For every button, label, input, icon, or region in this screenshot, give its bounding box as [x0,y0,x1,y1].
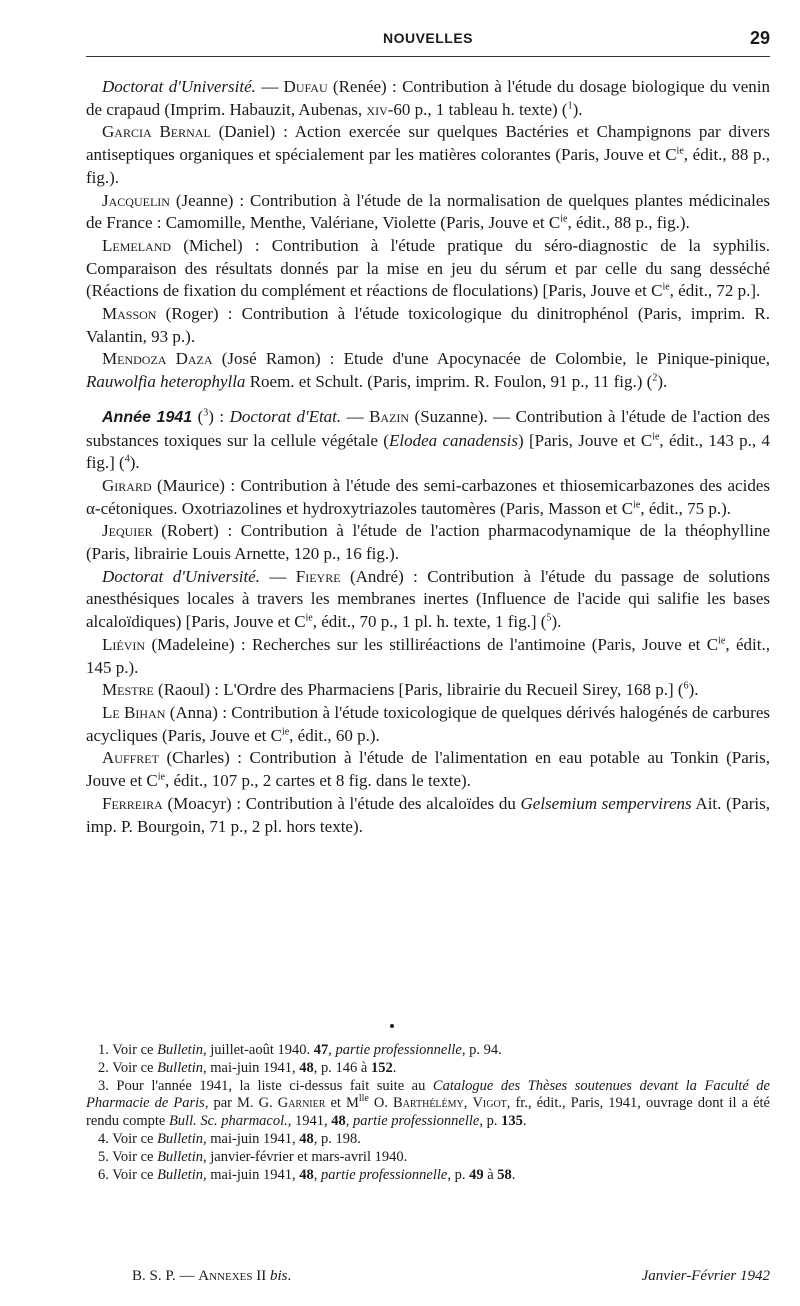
superscript: ie [676,145,684,157]
entry-garcia-bernal [86,121,770,189]
entry-year-1941-bazin [86,406,770,475]
footnote-text: , [313,1166,322,1183]
footnote-5 [86,1149,770,1167]
superscript: ie [718,635,726,647]
journal-name: Bulletin [157,1059,203,1076]
author-name: Lemeland [102,235,172,255]
footnote-text: , p. [479,1113,502,1130]
volume-number: 48 [299,1166,314,1183]
footnote-ref: 5 [546,612,552,624]
footnote-text: , p. 198. [313,1130,361,1147]
footnote-number: 6. [98,1166,109,1183]
author-name: Mestre [102,680,154,700]
footnote-text: Voir ce [108,1059,158,1076]
year-heading: Année 1941 [102,408,193,426]
footnote-text: à [483,1166,498,1183]
entry-lievin [86,634,770,679]
footnote-number: 3. [98,1077,109,1094]
running-title: NOUVELLES [382,30,474,46]
entry-text: (André) : Contribution à l'étude du passage de solutions anesthésiques locales à travers les membranes inertes (Influence de l'acide qui salifie les bases alcaloïdiques) [Paris, Jouve et C [86,566,770,632]
footnote-text: , fr., édit., Paris, 1941, ouvrage dont il a été rendu compte [86,1095,770,1130]
footnote-text: , mai-juin 1941, [203,1166,300,1183]
footer-bis: bis [270,1268,288,1284]
species-name: Elodea canadensis [388,430,519,450]
roman-pages: xiv [366,99,388,119]
superscript: ie [652,430,660,442]
footnote-text: , par M. G. [204,1095,278,1112]
entry-lead: Doctorat d'Université. [102,77,256,96]
species-name: Rauwolfia heterophylla [86,372,246,392]
author-name: Garcia Bernal [102,122,211,142]
author-name: Fieyre [295,566,341,586]
entry-text: , édit., 75 p.). [640,498,731,518]
entry-girard [86,475,770,520]
entry-text: (Suzanne). — Contribution à l'étude de l'action des substances toxiques sur la cellule végétale ( [86,406,770,450]
entry-text: Ait. (Paris, imp. P. Bourgoin, 71 p., 2 pl. hors texte). [86,793,770,836]
footer-text: B. S. P. — [132,1268,199,1284]
section-name: partie professionnelle [353,1113,480,1130]
author-name: Auffret [102,748,159,768]
page-number: 29 [749,28,770,48]
entry-text: ). [657,372,668,392]
entry-mendoza-daza [86,348,770,393]
footnote-text: , 1941, [287,1113,332,1130]
footnote-text: . [392,1059,397,1076]
footnote-text: , mai-juin 1941, [203,1130,300,1147]
entry-text: (Raoul) : L'Ordre des Pharmaciens [Paris, librairie du Recueil Sirey, 168 p.] ( [153,680,684,700]
footnote-number: 2. [98,1059,109,1076]
entry-lead: Doctorat d'Université. [102,566,260,586]
entry-text: (Anna) : Contribution à l'étude toxicologique de quelques dérivés halogénés de carbures acycliques (Paris, Jouve et C [86,702,770,745]
footnote-text: , [328,1042,336,1058]
author-name: Mendoza Daza [102,349,213,369]
footnote-text: Voir ce [108,1148,158,1165]
footnote-text: Voir ce [108,1042,158,1058]
section-name: partie professionnelle [335,1042,462,1058]
superscript: ie [633,499,641,510]
entry-text: ). [551,612,562,632]
footnote-text: , [463,1095,473,1112]
entry-text: , édit., 72 p.]. [669,281,761,301]
author-name: Le Bihan [102,702,166,722]
journal-name: Bull. Sc. pharmacol. [168,1113,288,1130]
entry-text: (José Ramon) : Etude d'une Apocynacée de Colombie, le Pinique-pinique, [212,349,770,369]
entry-fieyre [86,566,770,634]
entry-mestre [86,679,770,702]
footnote-2 [86,1060,770,1078]
entry-text: (Jeanne) : Contribution à l'étude de la normalisation de quelques plantes médicinales de France : Camomille, Menthe, Valériane, Violette (Paris, Jouve et C [86,190,770,233]
entry-jacquelin [86,190,770,235]
entry-text: , édit., 145 p.). [86,634,770,677]
superscript: ie [281,726,290,738]
entry-text: , édit., 88 p., fig.). [567,213,690,233]
entry-text: ). [688,680,699,700]
entry-lead: Doctorat d'Etat. [229,406,342,426]
footnote-ref: 3 [203,407,209,419]
journal-name: Bulletin [157,1042,203,1058]
entry-text: , édit., 88 p., fig.). [86,145,770,187]
entry-text: (Charles) : Contribution à l'étude de l'alimentation en eau potable au Tonkin (Paris, Jouve et C [86,748,770,791]
main-text [86,76,770,838]
footnote-number: 1. [98,1042,109,1058]
superscript: ie [305,612,313,624]
footnotes [86,1042,770,1184]
author-name: Jacquelin [102,190,170,210]
journal-name: Bulletin [157,1166,203,1183]
footnote-ref: 1 [567,100,573,112]
entry-text: ). [572,99,583,119]
footnote-6 [86,1167,770,1185]
entry-ferreira [86,793,770,838]
entry-text: (Michel) : Contribution à l'étude pratique du séro-diagnostic de la syphilis. Comparaison des résultats donnés par la mise en jeu du sérum et par celle du sang desséché (Réactions de fixation du complément et réactions de floculations) [Paris, Jouve et C [86,235,770,301]
footer-text: . [287,1268,292,1284]
superscript: ie [157,771,165,783]
footnote-text: , p. 146 à [313,1059,371,1076]
footnote-text: , juillet-août 1940. [203,1042,314,1058]
entry-text: ) : [208,406,230,426]
journal-name: Bulletin [157,1148,203,1165]
page-number-bold: 49 [469,1166,484,1183]
volume-number: 48 [331,1113,346,1130]
footnote-4 [86,1131,770,1149]
superscript: ie [662,281,670,293]
entry-text: (Daniel) : Action exercée sur quelques Bactéries et Champignons par divers antiseptiques organiques et spécialement par les matières colorantes (Paris, Jouve et C [86,122,771,165]
entry-text: (Moacyr) : Contribution à l'étude des alcaloïdes du [162,793,521,813]
footnote-text: O. [368,1095,394,1112]
page-number-bold: 58 [497,1166,512,1183]
footnote-number: 4. [98,1130,109,1147]
entry-text: ) [Paris, Jouve et C [518,430,653,450]
dash: — [341,406,370,426]
footnote-number: 5. [98,1148,109,1165]
entry-text: , édit., 143 p., 4 fig.] ( [86,430,771,473]
author-name: Barthélémy [393,1095,464,1112]
entry-text: , édit., 70 p., 1 pl. h. texte, 1 fig.] ( [312,612,547,632]
footer-date: Janvier-Février 1942 [641,1268,770,1284]
entry-masson [86,303,770,348]
entry-text: , édit., 60 p.). [289,725,380,745]
author-name: Garnier [277,1095,326,1112]
species-name: Gelsemium sempervirens [520,793,692,813]
footnote-separator-dot [390,1024,394,1028]
entry-text: (Robert) : Contribution à l'étude de l'action pharmacodynamique de la théophylline (Paris, librairie Louis Arnette, 120 p., 16 fig.). [86,521,770,564]
page-footer [86,1268,770,1290]
volume-number: 48 [299,1130,314,1147]
author-name: Liévin [102,634,146,654]
entry-text: (Maurice) : Contribution à l'étude des semi-carbazones et thiosemicarbazones des acides α-cétoniques. Oxotriazolines et hydroxytriazoles tautomères (Paris, Masson et C [86,475,770,518]
footnote-text: , janvier-février et mars-avril 1940. [203,1148,408,1165]
footnote-text: Voir ce [108,1166,158,1183]
author-name: Dufau [283,77,328,96]
entry-text: -60 p., 1 tableau h. texte) ( [387,99,568,119]
journal-name: Bulletin [157,1130,203,1147]
entry-text: (Roger) : Contribution à l'étude toxicologique du dinitrophénol (Paris, imprim. R. Valantin, 93 p.). [86,304,770,346]
superscript: ie [560,213,568,225]
footnote-text: , p. 94. [461,1042,502,1058]
entry-jequier [86,520,770,565]
entry-auffret [86,747,770,792]
page-number-bold: 152 [370,1059,393,1076]
volume-number: 48 [299,1059,314,1076]
page-number-bold: 135 [501,1113,523,1130]
footnote-text: Voir ce [108,1130,158,1147]
footnote-1 [86,1042,770,1060]
footnote-text: , p. [447,1166,470,1183]
footer-publication [132,1268,291,1285]
dash: — [259,566,296,586]
author-name: Girard [102,475,152,495]
entry-le-bihan [86,702,770,747]
footnote-3 [86,1078,770,1131]
superscript: lle [358,1093,369,1105]
entry-lemeland [86,235,770,303]
footnote-ref: 4 [124,453,130,465]
author-name: Bazin [369,406,410,426]
footnote-ref: 2 [652,372,658,384]
volume-number: 47 [313,1042,329,1058]
entry-text: (Madeleine) : Recherches sur les stilliréactions de l'antimoine (Paris, Jouve et C [145,634,719,654]
entry-dufau [86,76,770,121]
page-header [86,28,770,57]
section-name: partie professionnelle [321,1166,448,1183]
footnote-text: . [511,1166,516,1183]
entry-text: ). [129,453,140,473]
footnote-text: . [522,1113,527,1130]
author-name: Jequier [102,521,153,541]
catalogue-title: Catalogue des Thèses soutenues devant la Faculté de Pharmacie de Paris [86,1077,770,1112]
author-name: Masson [102,304,157,324]
footer-annex: Annexes II [198,1268,267,1284]
entry-text: (Renée) : Contribution à l'étude du dosage biologique du venin de crapaud (Imprim. Habauzit, Aubenas, [86,77,771,119]
author-name: Ferreira [102,793,163,813]
entry-text: ( [192,406,204,426]
footnote-text: et M [325,1095,359,1112]
footnote-text: Pour l'année 1941, la liste ci-dessus fait suite au [108,1077,433,1094]
footnote-text: , mai-juin 1941, [203,1059,300,1076]
footnote-text: , [345,1113,354,1130]
publisher-name: Vigot [472,1095,507,1112]
entry-text: Roem. et Schult. (Paris, imprim. R. Foulon, 91 p., 11 fig.) ( [245,372,653,392]
dash: — [255,77,284,96]
entry-text: , édit., 107 p., 2 cartes et 8 fig. dans le texte). [165,771,471,791]
footnote-ref: 6 [683,680,689,692]
